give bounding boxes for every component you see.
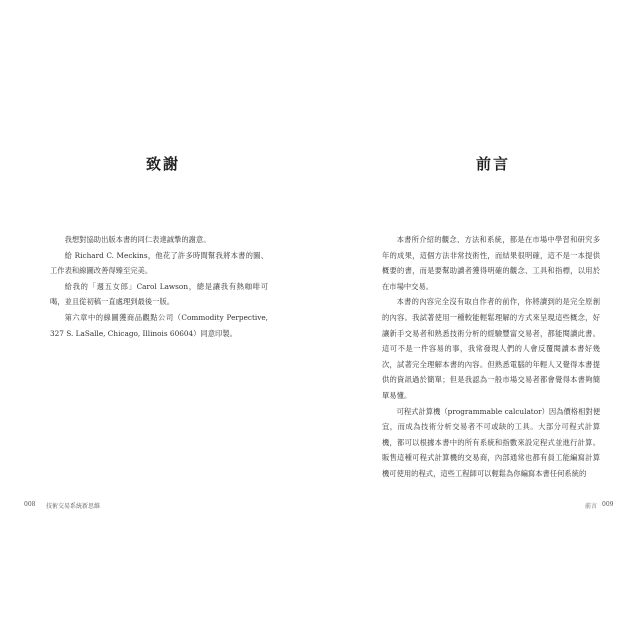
paragraph: 可程式計算機（programmable calculator）因為價格相對便宜，而成為技術分析交易者不可或缺的工具。大部分可程式計算機，都可以根據本書中的所有系統和指數來設定程式並進行計算。販售這種可程式計算機的交易商，內部通常也都有員工能編寫計算機可使用的程式，這些工程師可以輕鬆為你編寫本書任何系統的 [382,406,600,478]
preface-body [382,232,600,482]
page-title-preface: 前言 [476,155,511,173]
paragraph: 本書的內容完全沒有取自作者的前作，你將讀到的是完全原創的內容。我試著使用一種較能輕鬆理解的方式來呈現這些概念，好讓新手交易者和熟悉技術分析的經驗豐富交易者，都能閱讀此書。這可不是一件容易的事，我常發現人們的人會反覆閱讀本書好幾次，試著完全理解本書的內容。但熟悉電腦的年輕人又覺得本書提供的資訊過於簡單；但是我認為一般市場交易者都會覺得本書夠簡單易懂。 [382,297,600,400]
paragraph: 給我的「週五女郎」Carol Lawson，總是讓我有熱咖啡可喝，並且從初稿一直處理到最後一版。 [50,281,268,307]
acknowledgements-body [50,232,268,341]
paragraph: 給 Richard C. Meckins，他花了許多時間幫我將本書的圖、工作表和線圖改善得臻至完美。 [50,250,268,276]
paragraph: 本書所介紹的觀念、方法和系統，都是在市場中學習和研究多年的成果，這個方法非常技術性，而結果很明確，這不是一本提供概要的書，而是要幫助讀者獲得明確的觀念、工具和指標，以用於在市場中交易。 [382,235,600,291]
running-head: 技術交易系統新思維 [46,503,101,510]
page-number: 009 [602,501,614,508]
page-number: 008 [24,501,36,508]
paragraph: 我想對協助出版本書的同仁表達誠摯的謝意。 [64,235,211,244]
page-title-acknowledgements: 致謝 [146,155,181,173]
running-head: 前言 [585,503,598,510]
paragraph: 第六章中的線圖獲商品觀點公司（Commodity Perpective, 327 S. LaSalle, Chicago, Illinois 60604）同意印製。 [50,312,268,338]
